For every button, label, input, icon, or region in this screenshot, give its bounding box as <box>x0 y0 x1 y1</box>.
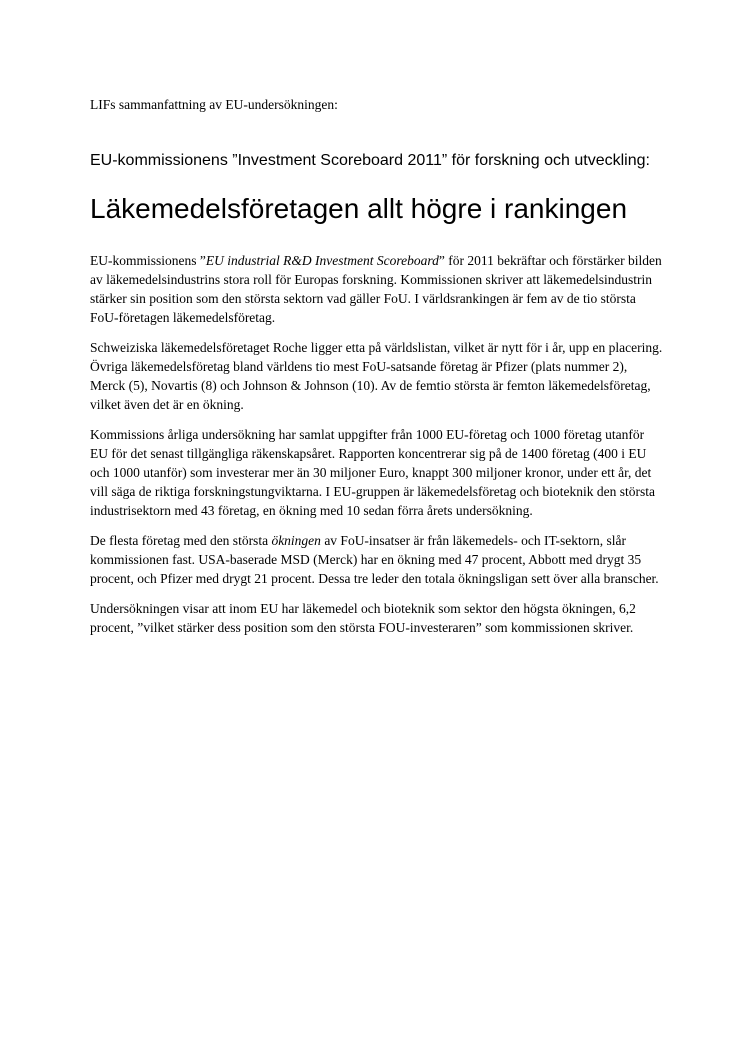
paragraph-1-pre: EU-kommissionens ” <box>90 253 206 268</box>
paragraph-5: Undersökningen visar att inom EU har läkemedel och bioteknik som sektor den högsta ökningen, 6,2 procent, ”vilket stärker dess position som den största FOU-investeraren” som kommissionen skriver. <box>90 601 636 635</box>
paragraph-3: Kommissions årliga undersökning har samlat uppgifter från 1000 EU-företag och 1000 företag utanför EU för det senast tillgängliga räkenskapsåret. Rapporten koncentrerar sig på de 1400 företag (400 i EU och 1000 utanför) som investerar mer än 30 miljoner Euro, knappt 300 miljoner kronor, under ett år, det vill säga de riktiga forskningstungviktarna. I EU-gruppen är läkemedelsföretag och bioteknik den största industrisektorn med 43 företag, en ökning med 10 sedan förra årets undersökning. <box>90 427 655 518</box>
paragraph-2: Schweiziska läkemedelsföretaget Roche ligger etta på världslistan, vilket är nytt för i år, upp en placering. Övriga läkemedelsföretag bland världens tio mest FoU-satsande företag är Pfizer (plats nummer 2), Merck (5), Novartis (8) och Johnson & Johnson (10). Av de femtio största är femton läkemedelsföretag, vilket även det är en ökning. <box>90 340 663 412</box>
document-body <box>90 95 664 648</box>
paragraph-1-post: ” för 2011 bekräftar och förstärker bilden av läkemedelsindustrins stora roll för Europas forskning. Kommissionen skriver att läkemedelsindustrin stärker sin position som den största sektorn vad gäller FoU. I världsrankingen är fem av de tio största FoU-företagen läkemedelsföretag. <box>90 253 662 325</box>
paragraph-4 <box>90 531 664 588</box>
paragraph-1 <box>90 251 664 327</box>
document-text <box>90 251 664 637</box>
paragraph-4-italic: ökningen <box>271 533 321 548</box>
paragraph-4-post: av FoU-insatser är från läkemedels- och IT-sektorn, slår kommissionen fast. USA-baserade MSD (Merck) har en ökning med 47 procent, Abbott med drygt 35 procent, och Pfizer med drygt 21 procent. Dessa tre leder den totala ökningsligan sett över alla branscher. <box>90 533 659 586</box>
paragraph-1-italic: EU industrial R&D Investment Scoreboard <box>205 253 439 268</box>
document-subtitle: EU-kommissionens ”Investment Scoreboard 2011” för forskning och utveckling: <box>90 152 650 169</box>
paragraph-4-pre: De flesta företag med den största <box>90 533 272 548</box>
document-kicker: LIFs sammanfattning av EU-undersökningen: <box>90 97 338 112</box>
page-title: Läkemedelsföretagen allt högre i rankingen <box>90 193 628 224</box>
